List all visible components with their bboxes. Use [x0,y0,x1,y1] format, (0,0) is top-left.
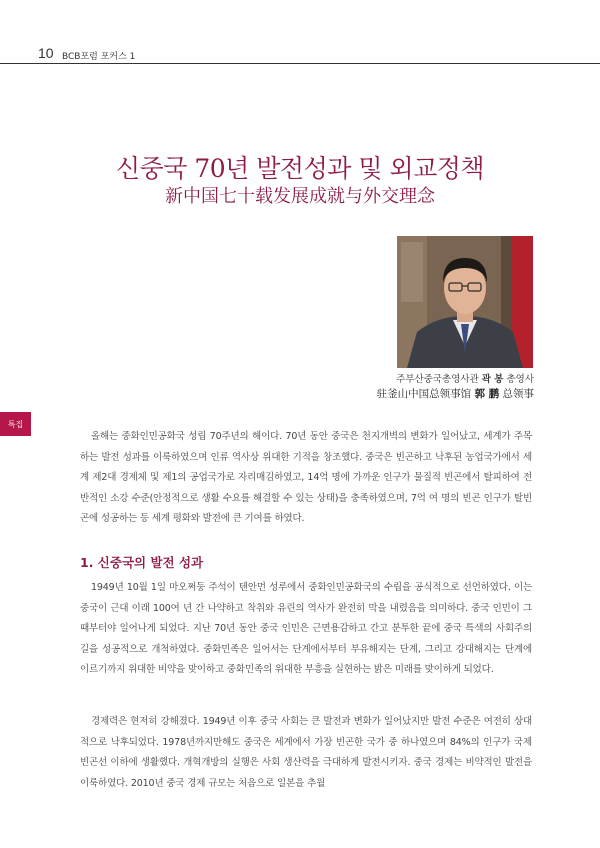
magazine-title: BCB포럼 포커스 1 [62,52,136,62]
byline-zh-name: 郭 鹏 [474,388,500,400]
author-photo [397,236,533,368]
header-rule [0,63,600,64]
body-paragraph-2: 경제력은 현저히 강해졌다. 1949년 이후 중국 사회는 큰 발전과 변화가 일어났지만 발전 수준은 여전히 상대적으로 낙후되었다. 1978년까지만해도 중국은 세계에서 가장 빈곤한 국가 중 하나였으며 84%의 인구가 국제 빈곤선 이하에 생활했다. 개혁개방의 실행은 사회 생산력을 극대하게 발전시키자. 중국 경제는 비약적인 발전을 이룩하였다. 2010년 중국 경제 규모는 처음으로 일본을 추월 [80,716,532,789]
byline-zh-role: 总领事 [502,388,534,400]
intro-paragraph: 올해는 중화인민공화국 성립 70주년의 해이다. 70년 동안 중국은 천지개벽의 변화가 일어났고, 세계가 주목하는 발전 성과를 이룩하였으며 인류 역사상 위대한 기적을 창조했다. 중국은 빈곤하고 낙후된 농업국가에서 세계 제2대 경제체 및 제1의 공업국가로 자리매김하였고, 14억 명에 가까운 인구가 물질적 빈곤에서 탈피하여 전반적인 소강 수준(안정적으로 생활 수요를 해결할 수 있는 상태)을 충족하였으며, 7억 여 명의 빈곤 인구가 탈빈곤에 성공하는 등 세계 평화와 발전에 큰 기여를 하였다. [80,431,532,524]
portrait-image [397,236,533,368]
byline-ko-name: 곽 봉 [481,374,504,385]
byline-chinese [377,386,534,401]
section-tab: 특집 [0,412,31,436]
page-number: 10 [38,45,54,61]
byline-korean [396,371,534,385]
article-title-chinese: 新中国七十载发展成就与外交理念 [165,186,435,207]
byline-ko-title: 주부산중국총영사관 [396,374,479,385]
article-title-korean: 신중국 70년 발전성과 및 외교정책 [115,154,485,183]
body-paragraph-1: 1949년 10월 1일 마오쩌둥 주석이 텐안먼 성루에서 중화인민공화국의 수립을 공식적으로 선언하였다. 이는 중국이 근대 이래 100여 년 간 나약하고 착취와 유린의 역사가 완전히 막을 내렸음을 의미하다. 중국 인민이 그때부터야 일어나게 되었다. 지난 70년 동안 중국 인민은 근면용감하고 간고 분투한 끝에 중국 특색의 사회주의 길을 성공적으로 개척하였다. 중화민족은 일어서는 단계에서부터 부유해지는 단계, 그리고 강대해지는 단계에 이르기까지 위대한 비약을 맞이하고 중화민족의 위대한 부흥을 실현하는 밝은 미래를 맞이하게 되었다. [80,582,532,675]
byline-ko-role: 총영사 [506,374,534,385]
byline-zh-title: 驻釜山中国总领事馆 [376,388,472,400]
section-heading: 1. 신중국의 발전 성과 [80,555,204,570]
